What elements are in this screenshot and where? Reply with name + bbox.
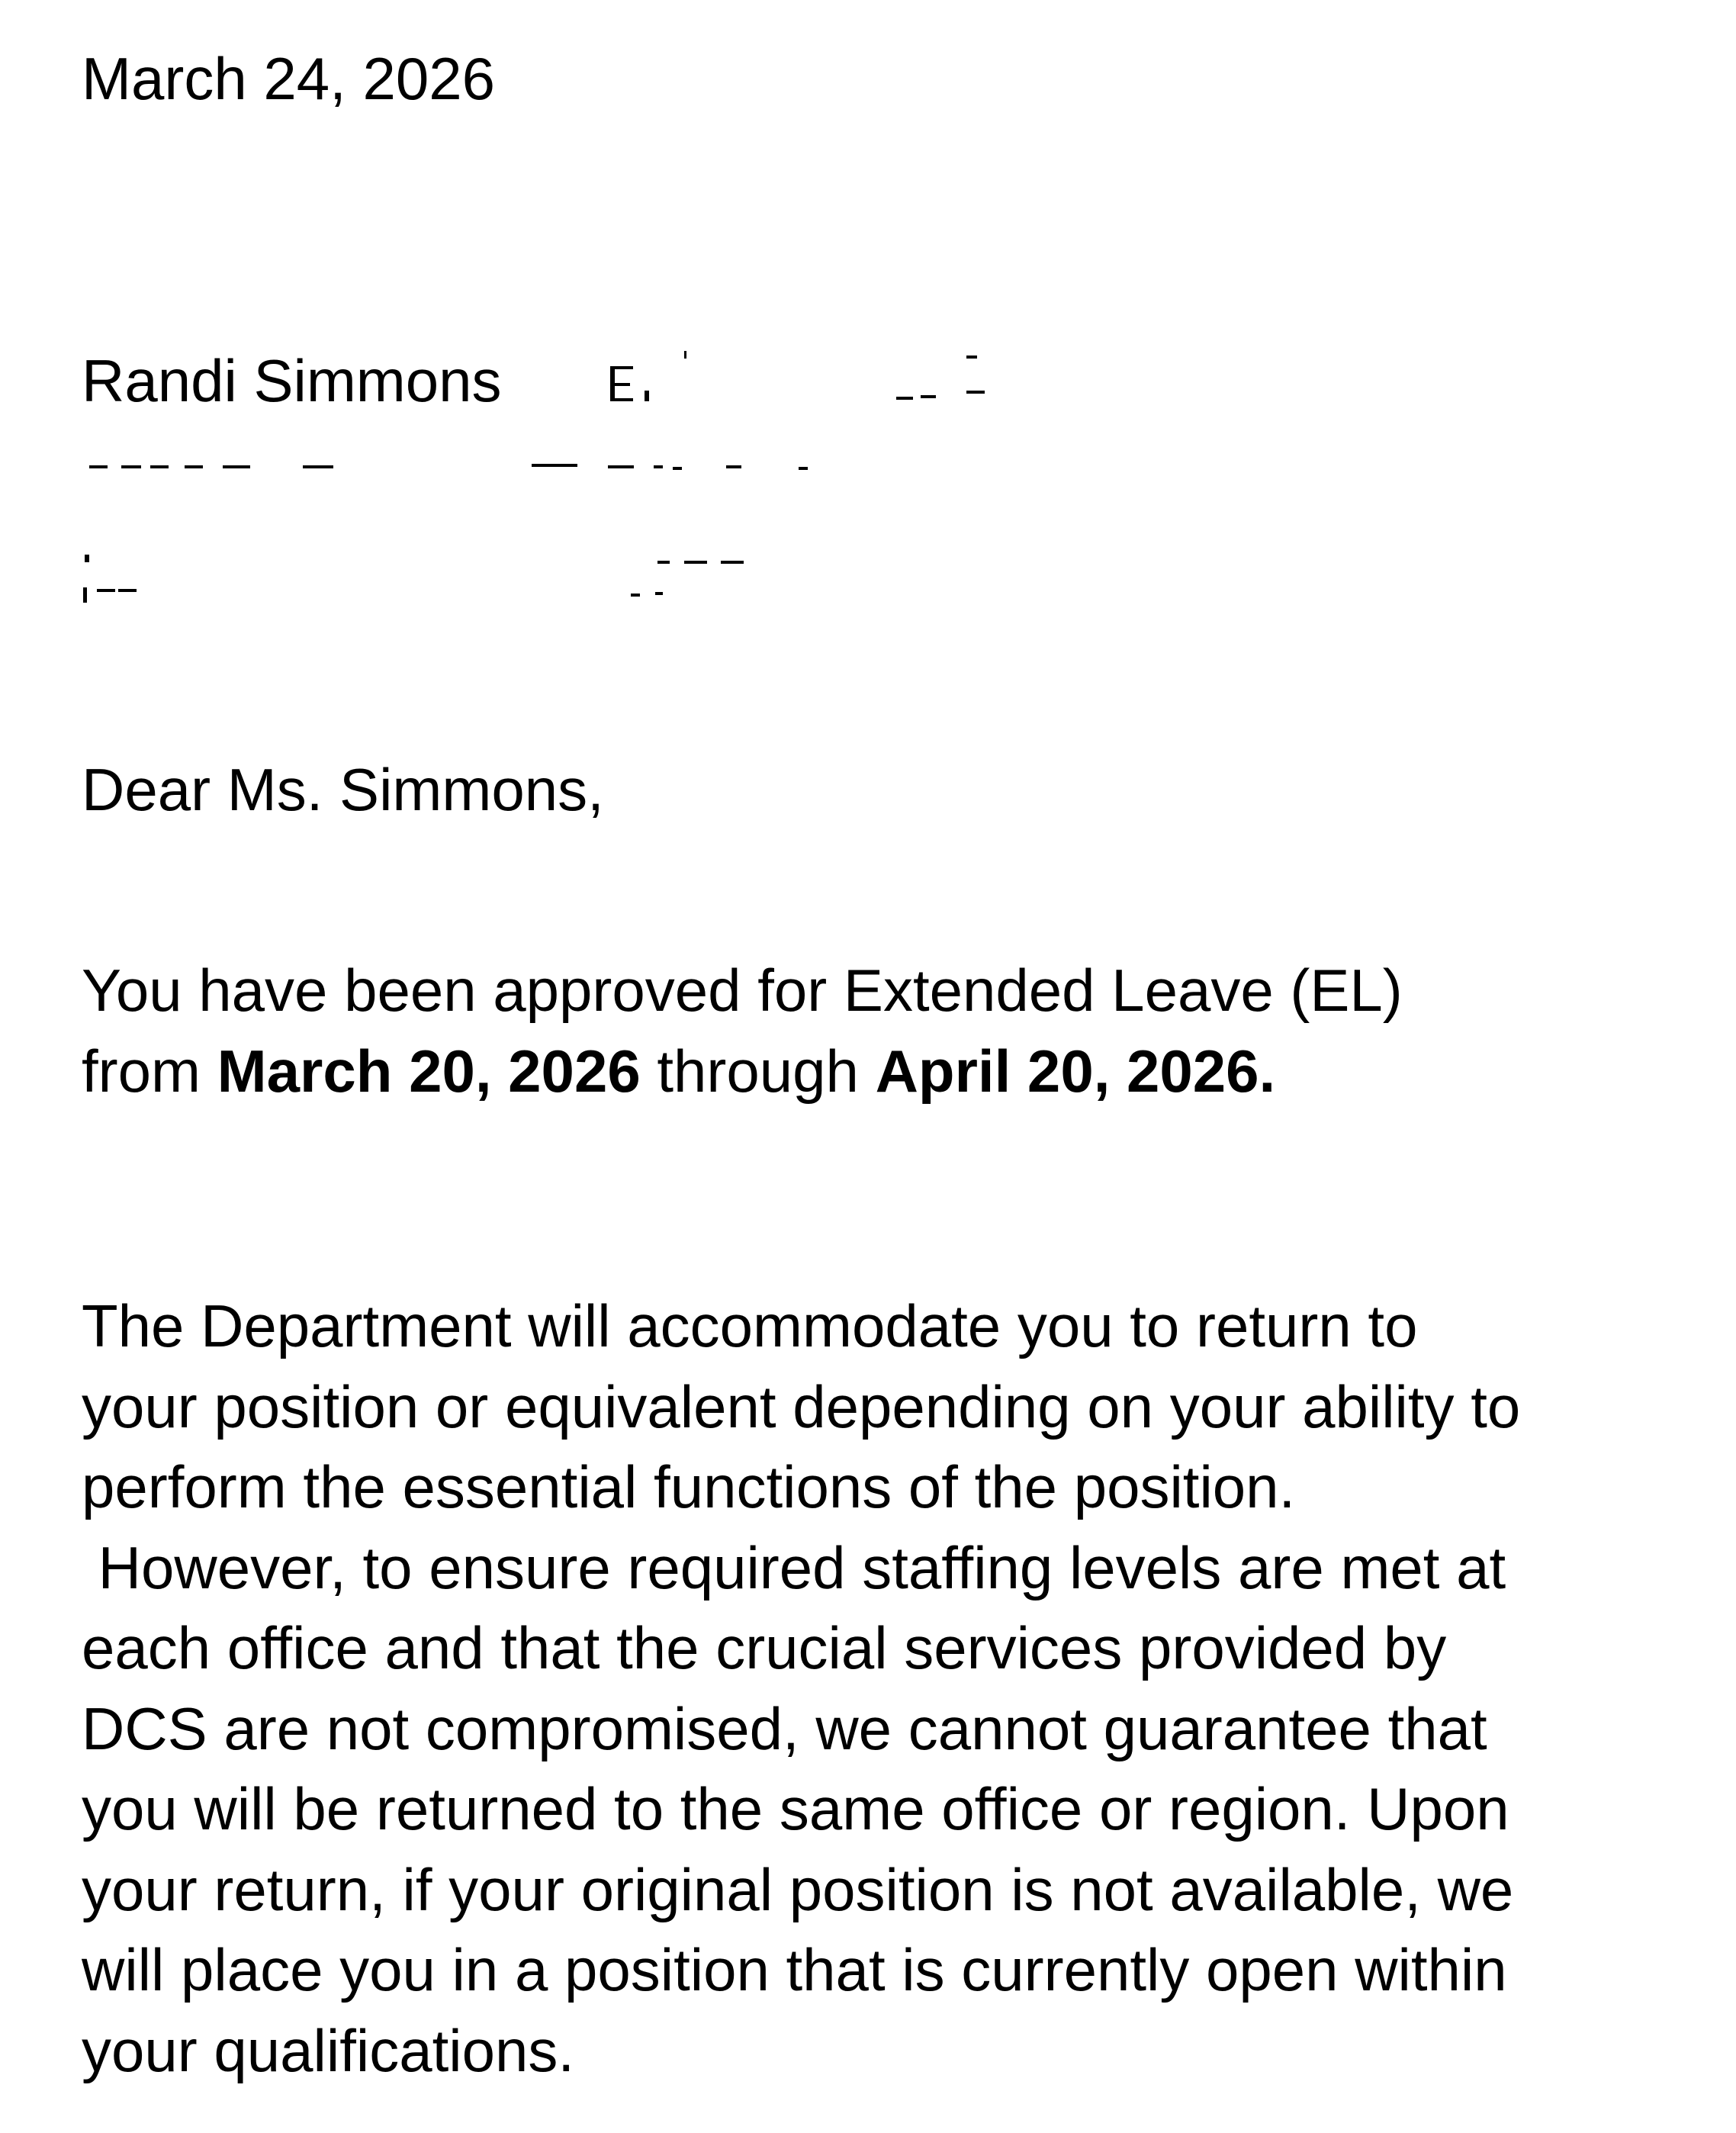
leave-start-date: March 20, 2026 — [217, 1038, 641, 1105]
body-line: will place you in a position that is currently open within — [82, 1936, 1507, 2003]
body-line: perform the essential functions of the position. — [82, 1453, 1296, 1520]
from-word: from — [82, 1038, 201, 1105]
approval-paragraph — [82, 950, 1403, 1112]
approval-line-1: You have been approved for Extended Leave (EL) — [82, 957, 1403, 1024]
body-line: DCS are not compromised, we cannot guarantee that — [82, 1694, 1487, 1762]
body-paragraph — [82, 1286, 1699, 2091]
letter-date: March 24, 2026 — [82, 45, 496, 112]
leave-end-date: April 20, 2026. — [875, 1038, 1276, 1105]
recipient-name: Randi Simmons — [82, 347, 502, 414]
body-line: your return, if your original position is not available, we — [82, 1855, 1514, 1923]
body-line: each office and that the crucial services provided by — [82, 1614, 1447, 1681]
body-line: your position or equivalent depending on your ability to — [82, 1372, 1521, 1440]
body-line: your qualifications. — [82, 2016, 575, 2084]
body-line: you will be returned to the same office or region. Upon — [82, 1775, 1509, 1842]
approval-line-2 — [82, 1031, 1403, 1112]
body-line: However, to ensure required staffing levels are met at — [82, 1533, 1506, 1601]
salutation: Dear Ms. Simmons, — [82, 756, 604, 823]
through-word: through — [657, 1038, 859, 1105]
body-line: The Department will accommodate you to return to — [82, 1292, 1418, 1359]
